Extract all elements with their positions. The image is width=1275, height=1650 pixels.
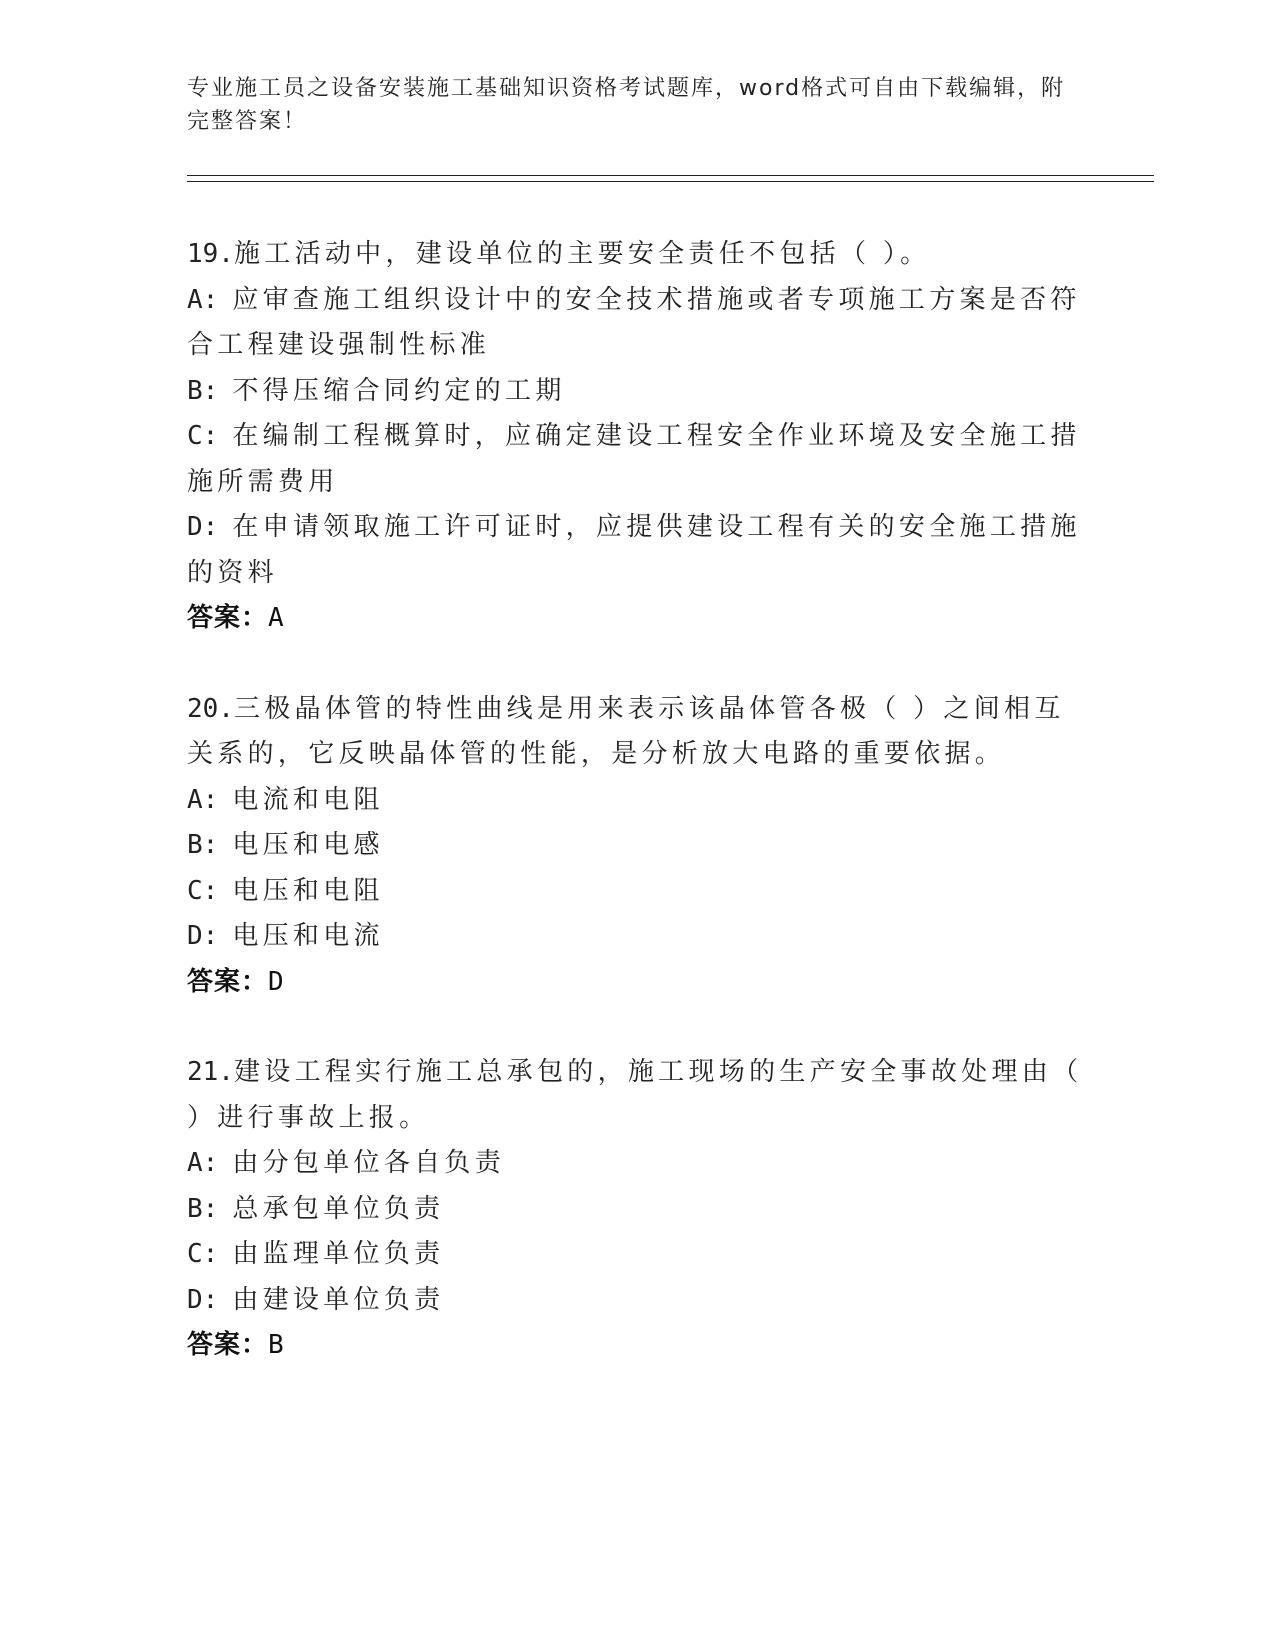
document-header: 专业施工员之设备安装施工基础知识资格考试题库，word格式可自由下载编辑，附完整答案！ xyxy=(187,76,1066,134)
option-text: 电压和电阻 xyxy=(232,875,384,906)
option-text: 电压和电流 xyxy=(232,921,384,951)
option-b xyxy=(187,823,1087,869)
answer-label: 答案： xyxy=(187,966,269,997)
answer-value: B xyxy=(268,1330,284,1360)
answer-label: 答案： xyxy=(187,603,269,633)
option-text: 应审查施工组织设计中的安全技术措施或者专项施工方案是否符合工程建设强制性标准 xyxy=(187,284,1081,360)
option-d xyxy=(187,1278,1087,1324)
option-text: 在申请领取施工许可证时，应提供建设工程有关的安全施工措施的资料 xyxy=(187,512,1081,588)
header-divider-bottom xyxy=(187,181,1154,182)
option-c xyxy=(187,414,1087,505)
option-text: 不得压缩合同约定的工期 xyxy=(232,375,566,406)
option-c xyxy=(187,1232,1087,1278)
option-b xyxy=(187,1187,1087,1233)
answer-line xyxy=(187,960,1087,1006)
option-d xyxy=(187,914,1087,960)
option-text: 由建设单位负责 xyxy=(232,1284,445,1315)
option-key: A: xyxy=(187,784,219,815)
option-key: B: xyxy=(187,1193,219,1224)
answer-line xyxy=(187,596,1087,642)
option-text: 在编制工程概算时，应确定建设工程安全作业环境及安全施工措施所需费用 xyxy=(187,421,1081,497)
option-key: B: xyxy=(187,830,219,860)
question-21 xyxy=(187,1050,1087,1369)
question-19 xyxy=(187,232,1087,642)
option-key: A: xyxy=(187,1148,219,1178)
option-key: A: xyxy=(187,284,219,315)
option-text: 由分包单位各自负责 xyxy=(232,1148,506,1178)
option-key: C: xyxy=(187,1239,219,1269)
question-list xyxy=(187,232,1087,1414)
answer-value: D xyxy=(268,966,284,997)
option-key: D: xyxy=(187,921,219,951)
option-key: B: xyxy=(187,375,219,406)
question-stem xyxy=(187,232,1087,278)
question-stem xyxy=(187,1050,1087,1141)
question-number: 21. xyxy=(187,1057,234,1087)
question-text: 三极晶体管的特性曲线是用来表示该晶体管各极（ ）之间相互关系的，它反映晶体管的性能，是分析放大电路的重要依据。 xyxy=(187,693,1065,769)
option-d xyxy=(187,505,1087,596)
option-text: 电流和电阻 xyxy=(232,784,384,815)
option-text: 由监理单位负责 xyxy=(232,1239,445,1269)
answer-label: 答案： xyxy=(187,1330,269,1360)
question-stem xyxy=(187,687,1087,778)
header-divider-top xyxy=(187,175,1154,176)
option-a xyxy=(187,778,1087,824)
question-text: 施工活动中，建设单位的主要安全责任不包括（ ）。 xyxy=(233,239,931,269)
option-c xyxy=(187,869,1087,915)
option-a xyxy=(187,278,1087,369)
question-number: 20. xyxy=(187,693,234,724)
answer-line xyxy=(187,1323,1087,1369)
question-20 xyxy=(187,687,1087,1006)
option-key: D: xyxy=(187,512,219,542)
option-key: C: xyxy=(187,421,219,451)
option-a xyxy=(187,1141,1087,1187)
question-number: 19. xyxy=(187,239,234,269)
option-key: C: xyxy=(187,875,219,906)
option-text: 总承包单位负责 xyxy=(232,1193,445,1224)
option-text: 电压和电感 xyxy=(232,830,384,860)
answer-value: A xyxy=(268,603,284,633)
question-text: 建设工程实行施工总承包的，施工现场的生产安全事故处理由（ ）进行事故上报。 xyxy=(187,1057,1083,1133)
option-key: D: xyxy=(187,1284,219,1315)
option-b xyxy=(187,369,1087,415)
